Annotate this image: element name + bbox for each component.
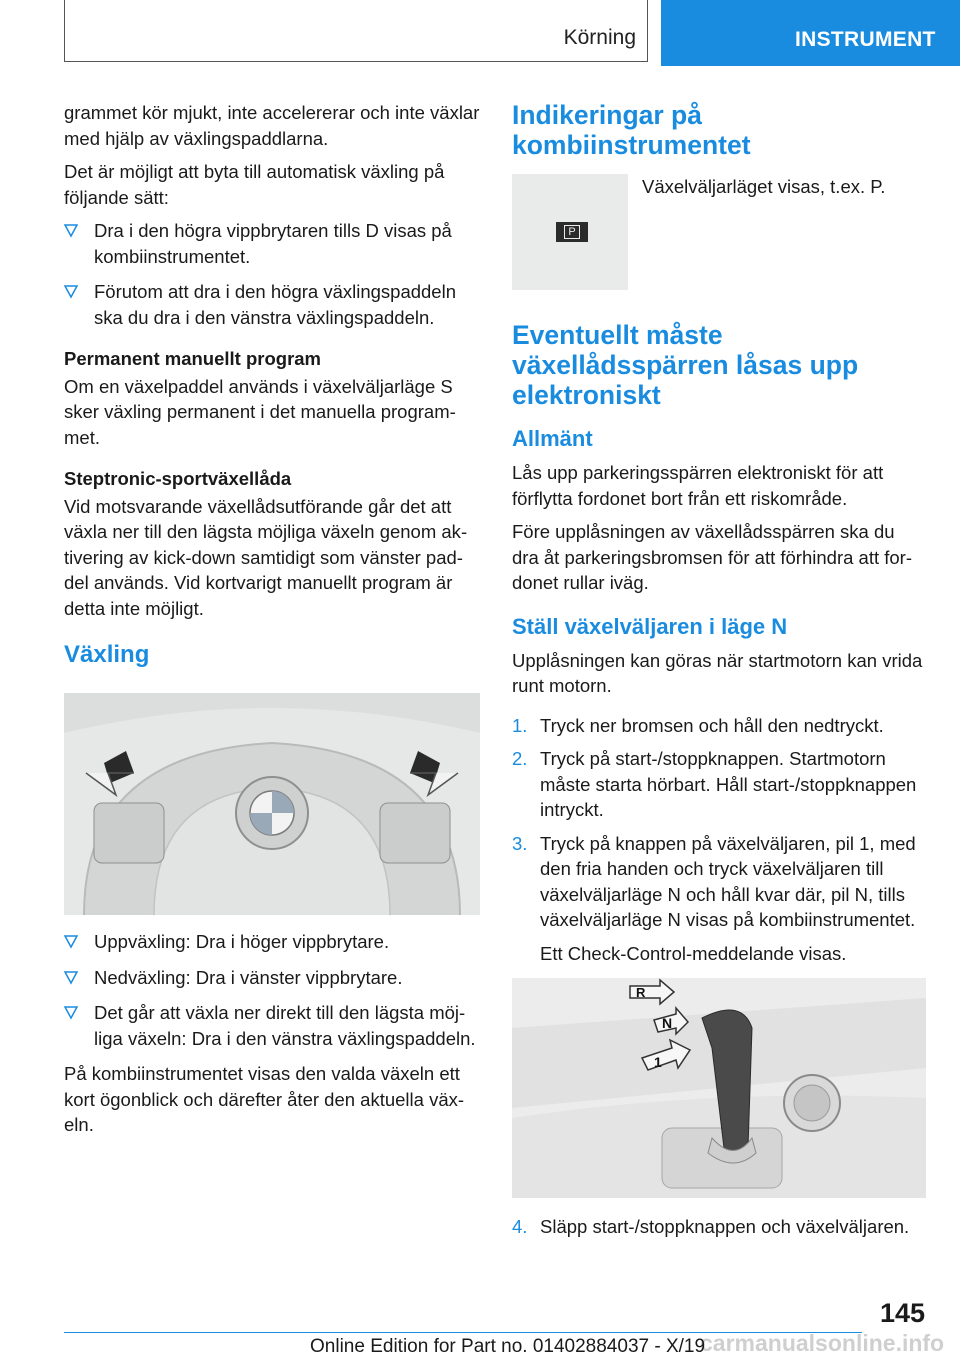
p-indicator-figure bbox=[512, 174, 926, 290]
section-tab[interactable]: INSTRUMENT bbox=[661, 0, 960, 66]
triangle-bullet-icon bbox=[64, 285, 78, 299]
right-column bbox=[512, 100, 926, 1248]
step-item: 3. Tryck på knappen på växelväljaren, pil 1, med den fria handen och tryck växelväljaren till växelväljarläge N och håll kvar där, pil N, tills växelväljarläge N visas på kombiinstrumentet. Ett Check-Control-meddelande visas. bbox=[512, 831, 926, 967]
numbered-steps bbox=[512, 1214, 926, 1240]
section-heading: Indikeringar på kombiinstrumentet bbox=[512, 100, 751, 160]
left-column bbox=[64, 100, 480, 1146]
triangle-bullet-icon bbox=[64, 224, 78, 238]
paragraph: Upplåsningen kan göras när startmotorn kan vrida runt motorn. bbox=[512, 649, 923, 696]
page-number: 145 bbox=[880, 1298, 926, 1328]
paragraph: Före upplåsningen av växellådsspärren ska du dra åt parkeringsbromsen för att förhindra att fordonet rullar iväg. bbox=[512, 521, 913, 593]
list-item: Nedväxling: Dra i vänster vippbrytare. bbox=[64, 965, 480, 991]
step-item: 4. Släpp start-/stoppknappen och växelväljaren. bbox=[512, 1216, 910, 1237]
step-item: 1. Tryck ner bromsen och håll den nedtryckt. bbox=[512, 714, 884, 736]
section-heading: Eventuellt måste växellådsspärren låsas upp elektroniskt bbox=[512, 320, 859, 410]
list-item: Det går att växla ner direkt till den lägsta möjliga växeln: Dra i den vänstra växlingspaddeln. bbox=[64, 1000, 480, 1051]
lever-label-r: R bbox=[636, 985, 646, 1000]
paragraph: Lås upp parkeringsspärren elektroniskt för att förflytta fordonet bort från ett riskområde. bbox=[512, 462, 884, 509]
step-item: 2. Tryck på start-/stoppknappen. Startmotorn måste starta hörbart. Håll start-/stoppknappen intryckt. bbox=[512, 748, 917, 820]
bullet-list bbox=[64, 218, 480, 330]
lever-label-1: 1 bbox=[654, 1054, 662, 1070]
paragraph: På kombiinstrumentet visas den valda växeln ett kort ögonblick och därefter åter den aktuella växeln. bbox=[64, 1063, 465, 1135]
list-item: Uppväxling: Dra i höger vippbrytare. bbox=[64, 929, 480, 955]
steering-wheel-illustration bbox=[64, 693, 480, 915]
triangle-bullet-icon bbox=[64, 1006, 78, 1020]
subheading: Steptronic-sportväxellåda bbox=[64, 468, 292, 489]
figure-caption: Växelväljarläget visas, t.ex. P. bbox=[642, 176, 886, 197]
p-indicator-illustration bbox=[512, 174, 628, 290]
list-item: Dra i den högra vippbrytaren tills D visas på kombiinstrumentet. bbox=[64, 218, 480, 269]
numbered-steps bbox=[512, 713, 926, 967]
watermark: carmanualsonline.info bbox=[700, 1330, 945, 1356]
header-frame bbox=[64, 0, 648, 62]
subheading: Permanent manuellt program bbox=[64, 348, 322, 369]
lever-label-n: N bbox=[662, 1015, 673, 1031]
subsection-heading: Ställ växelväljaren i läge N bbox=[512, 613, 788, 639]
gear-lever-illustration bbox=[512, 978, 926, 1198]
section-title: Körning bbox=[563, 26, 636, 49]
subsection-heading: Allmänt bbox=[512, 426, 593, 451]
section-heading: Växling bbox=[64, 641, 150, 668]
list-item: Förutom att dra i den högra växlingspaddeln ska du dra i den vänstra växlingspaddeln. bbox=[64, 279, 480, 330]
step-note: Ett Check-Control-meddelande visas. bbox=[540, 942, 847, 964]
bullet-list bbox=[64, 929, 480, 1051]
gear-p-symbol-icon: P bbox=[556, 222, 588, 242]
paragraph: grammet kör mjukt, inte accelererar och inte växlar med hjälp av växlingspaddlarna. bbox=[64, 102, 480, 149]
triangle-bullet-icon bbox=[64, 971, 78, 985]
triangle-bullet-icon bbox=[64, 935, 78, 949]
paragraph: Vid motsvarande växellådsutförande går det att växla ner till den lägsta möjliga växeln genom aktivering av kick-down samtidigt som vänster paddel används. Vid kortvarigt manuellt program är detta inte möjligt. bbox=[64, 495, 468, 619]
footer-edition: Online Edition for Part no. 01402884037 - X/19 bbox=[310, 1336, 706, 1357]
paragraph: Det är möjligt att byta till automatisk växling på följande sätt: bbox=[64, 161, 445, 208]
paragraph: Om en växelpaddel används i växelväljarläge S sker växling permanent i det manuella programmet. bbox=[64, 375, 456, 448]
